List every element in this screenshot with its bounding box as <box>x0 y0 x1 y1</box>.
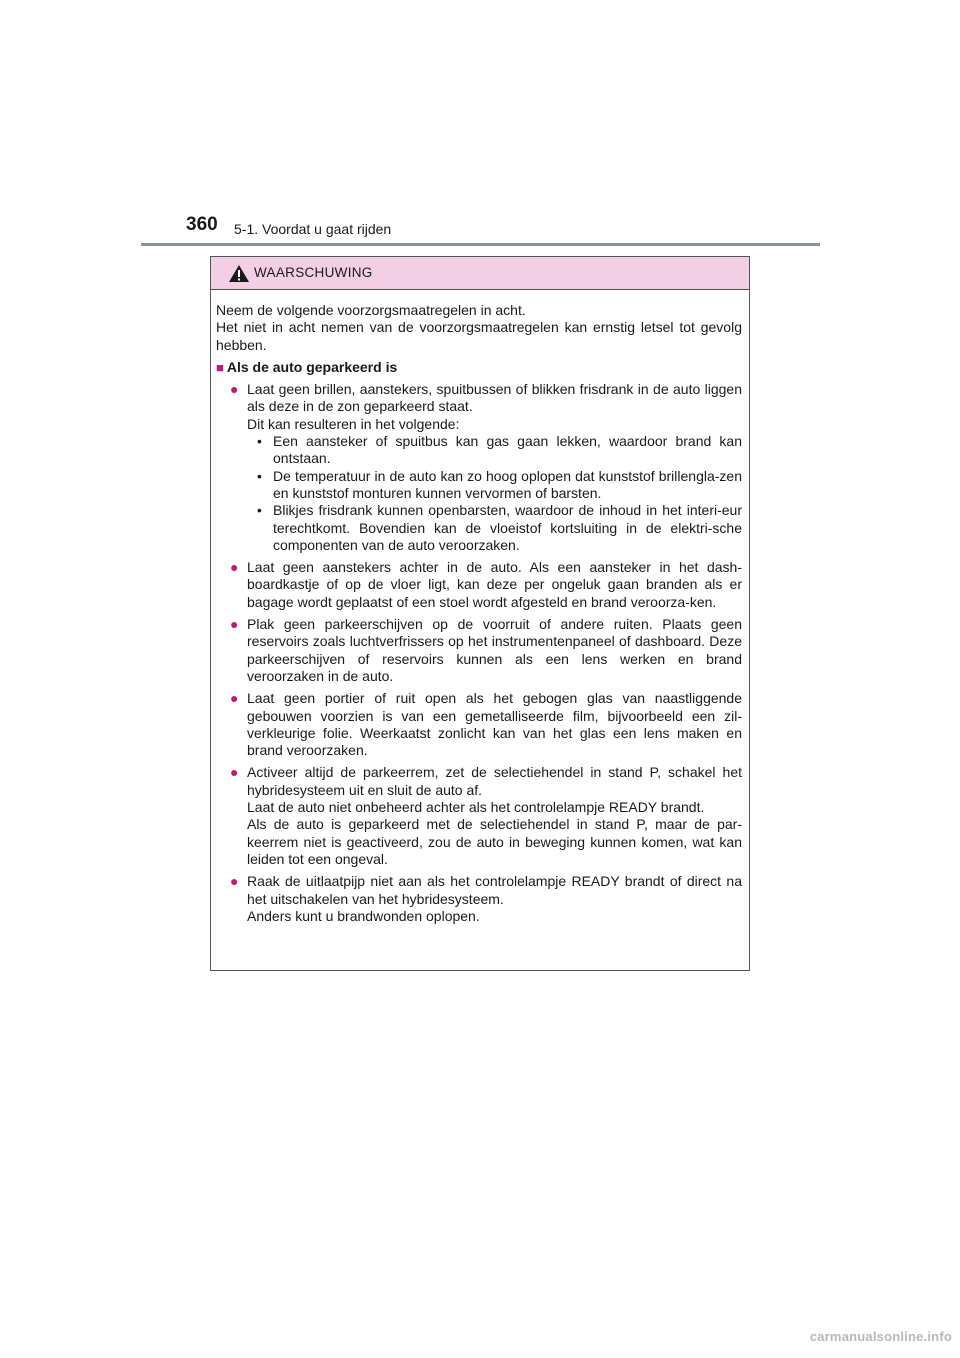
warning-intro <box>216 302 742 354</box>
sub-bullet-item <box>257 468 742 503</box>
subheading-text: Als de auto geparkeerd is <box>226 358 398 375</box>
bullet-text: Dit kan resulteren in het volgende: <box>247 415 460 432</box>
section-title: 5-1. Voordat u gaat rijden <box>234 221 392 237</box>
square-bullet-icon: ■ <box>216 359 224 375</box>
warning-triangle-icon <box>228 264 250 283</box>
bullet-text: Anders kunt u brandwonden oplopen. <box>247 907 480 924</box>
sub-bullet-text: Blikjes frisdrank kunnen openbarsten, waardoor de inhoud in het interi-eur terechtkomt. Bovendien kan de vloeistof kortsluiting in de elektri-sche componenten van de auto veroorzaken. <box>273 502 742 553</box>
intro-line: Neem de volgende voorzorgsmaatregelen in acht. <box>216 302 526 318</box>
bullet-item <box>230 559 742 611</box>
sub-bullet-item <box>257 433 742 468</box>
warning-label: WAARSCHUWING <box>254 265 373 280</box>
bullet-text: Activeer altijd de parkeerrem, zet de selectiehendel in stand P, schakel het hybridesysteem uit en sluit de auto af. <box>247 764 742 798</box>
header-rule <box>141 243 820 246</box>
bullet-text: Laat geen portier of ruit open als het gebogen glas van naastliggende gebouwen voorzien is van een gemetalliseerde film, bijvoorbeeld een zil-verkleurige folie. Weerkaatst zonlicht kan van het glas een lens maken en brand veroorzaken. <box>247 690 742 759</box>
dot-bullet-icon: ● <box>230 616 239 633</box>
dot-bullet-icon: ● <box>230 690 239 707</box>
dot-bullet-icon: ● <box>230 559 239 576</box>
warning-header <box>211 257 749 290</box>
sub-bullet-marker: • <box>257 467 262 484</box>
warning-body <box>211 290 749 925</box>
bullet-text: Raak de uitlaatpijp niet aan als het controlelampje READY brandt of direct na het uitschakelen van het hybridesysteem. <box>247 873 742 907</box>
bullet-item <box>230 690 742 759</box>
bullet-item <box>230 381 742 554</box>
page-number: 360 <box>186 214 218 235</box>
dot-bullet-icon: ● <box>230 381 239 398</box>
sub-bullet-item <box>257 502 742 554</box>
watermark: carmanualsonline.info <box>809 1329 952 1344</box>
bullet-text: Laat de auto niet onbeheerd achter als het controlelampje READY brandt. <box>247 799 705 816</box>
bullet-item <box>230 764 742 868</box>
sub-bullet-marker: • <box>257 433 262 450</box>
bullet-item <box>230 873 742 925</box>
sub-bullet-text: Een aansteker of spuitbus kan gas gaan lekken, waardoor brand kan ontstaan. <box>273 433 742 467</box>
bullet-text: Als de auto is geparkeerd met de selectiehendel in stand P, maar de par-keerrem niet is geactiveerd, zou de auto in beweging kunnen komen, wat kan leiden tot een ongeval. <box>247 816 742 867</box>
sub-bullet-marker: • <box>257 502 262 519</box>
bullet-text: Plak geen parkeerschijven op de voorruit of andere ruiten. Plaats geen reservoirs zoals luchtverfrissers op het instrumentenpaneel of dashboard. Deze parkeerschijven of reservoirs kunnen als een lens werken en brand veroorzaken in de auto. <box>247 616 742 684</box>
intro-line: Het niet in acht nemen van de voorzorgsmaatregelen kan ernstig letsel tot gevolg hebben. <box>216 319 742 353</box>
bullet-item <box>230 616 742 685</box>
subheading <box>216 359 742 376</box>
bullet-text: Laat geen brillen, aanstekers, spuitbussen of blikken frisdrank in de auto liggen als deze in de zon geparkeerd staat. <box>247 381 742 415</box>
warning-box <box>210 256 750 971</box>
dot-bullet-icon: ● <box>230 764 239 781</box>
sub-bullet-text: De temperatuur in de auto kan zo hoog oplopen dat kunststof brillengla-zen en kunststof monturen kunnen vervormen of barsten. <box>273 467 742 501</box>
dot-bullet-icon: ● <box>230 873 239 890</box>
bullet-text: Laat geen aanstekers achter in de auto. Als een aansteker in het dash-boardkastje of op de vloer ligt, kan deze per ongeluk gaan branden als er bagage wordt geplaatst of een stoel wordt afgesteld en brand veroorza-ken. <box>247 559 742 610</box>
